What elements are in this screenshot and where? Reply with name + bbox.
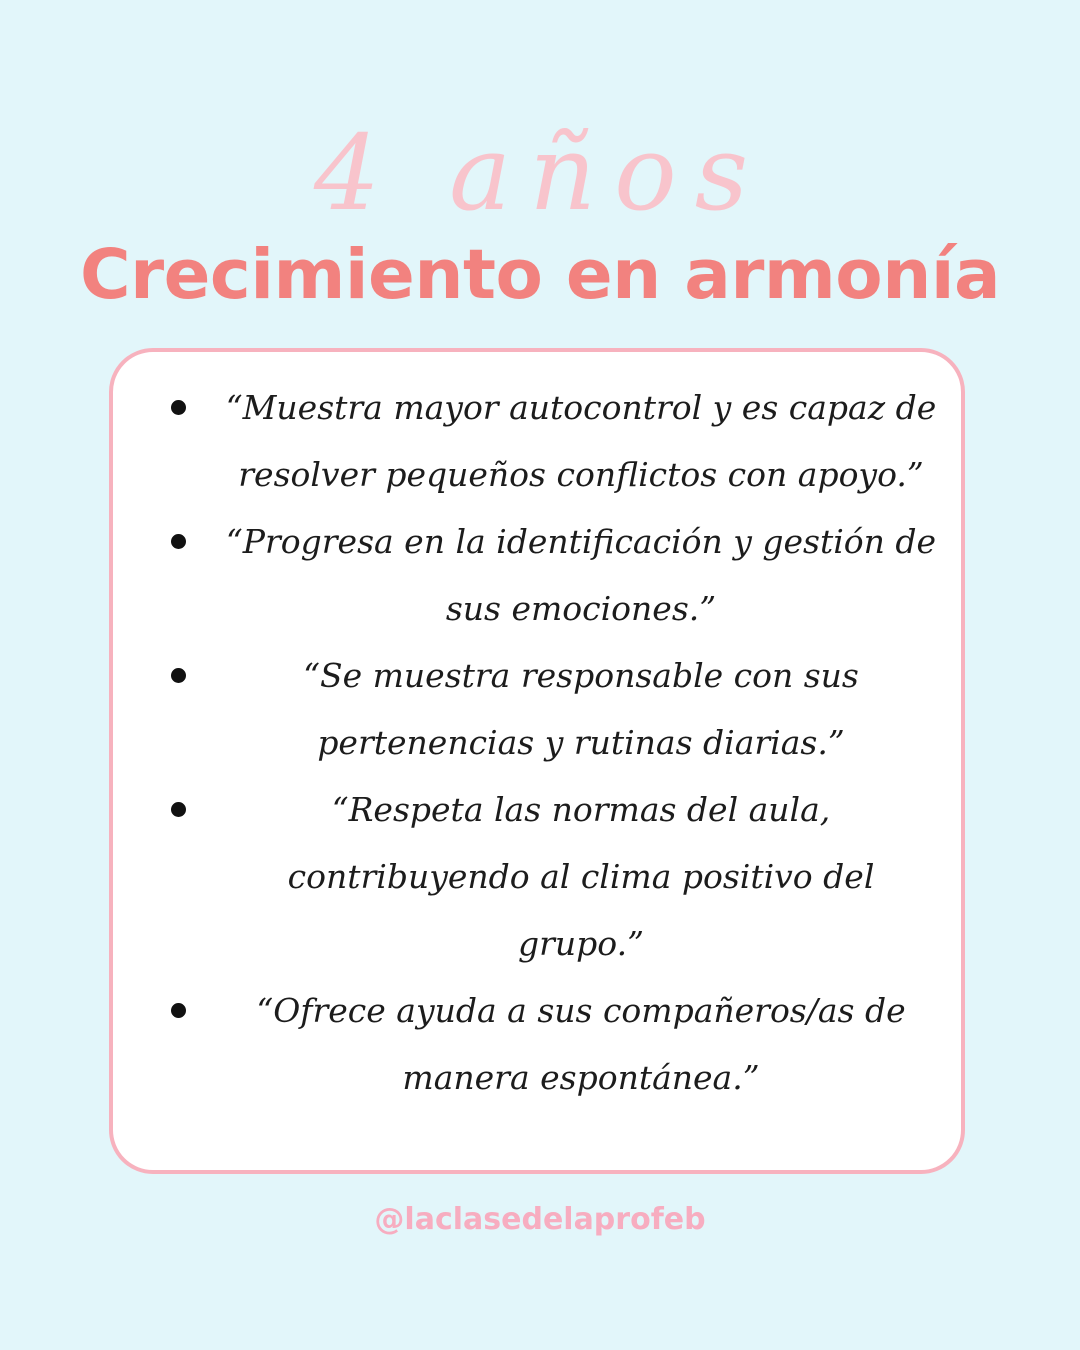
list-item-text: “Progresa en la identificación y gestión de sus emociones.” <box>225 522 937 628</box>
bullet-list <box>113 374 961 1111</box>
list-item-text: “Se muestra responsable con sus pertenencias y rutinas diarias.” <box>303 656 859 762</box>
bullet-icon <box>171 802 186 817</box>
list-item <box>113 374 961 508</box>
list-item-text: “Muestra mayor autocontrol y es capaz de resolver pequeños conflictos con apoyo.” <box>225 388 937 494</box>
social-handle: @laclasedelaprofeb <box>374 1202 706 1237</box>
bullet-icon <box>171 534 186 549</box>
content-card <box>109 348 965 1174</box>
bullet-icon <box>171 1003 186 1018</box>
list-item-text: “Respeta las normas del aula, contribuyendo al clima positivo del grupo.” <box>287 790 875 963</box>
list-item-text: “Ofrece ayuda a sus compañeros/as de manera espontánea.” <box>256 991 906 1097</box>
page-title: Crecimiento en armonía <box>79 235 1001 315</box>
list-item <box>113 977 961 1111</box>
list-item <box>113 508 961 642</box>
bullet-icon <box>171 668 186 683</box>
list-item <box>113 642 961 776</box>
age-heading: 4 años <box>313 112 767 234</box>
list-item <box>113 776 961 977</box>
bullet-icon <box>171 400 186 415</box>
